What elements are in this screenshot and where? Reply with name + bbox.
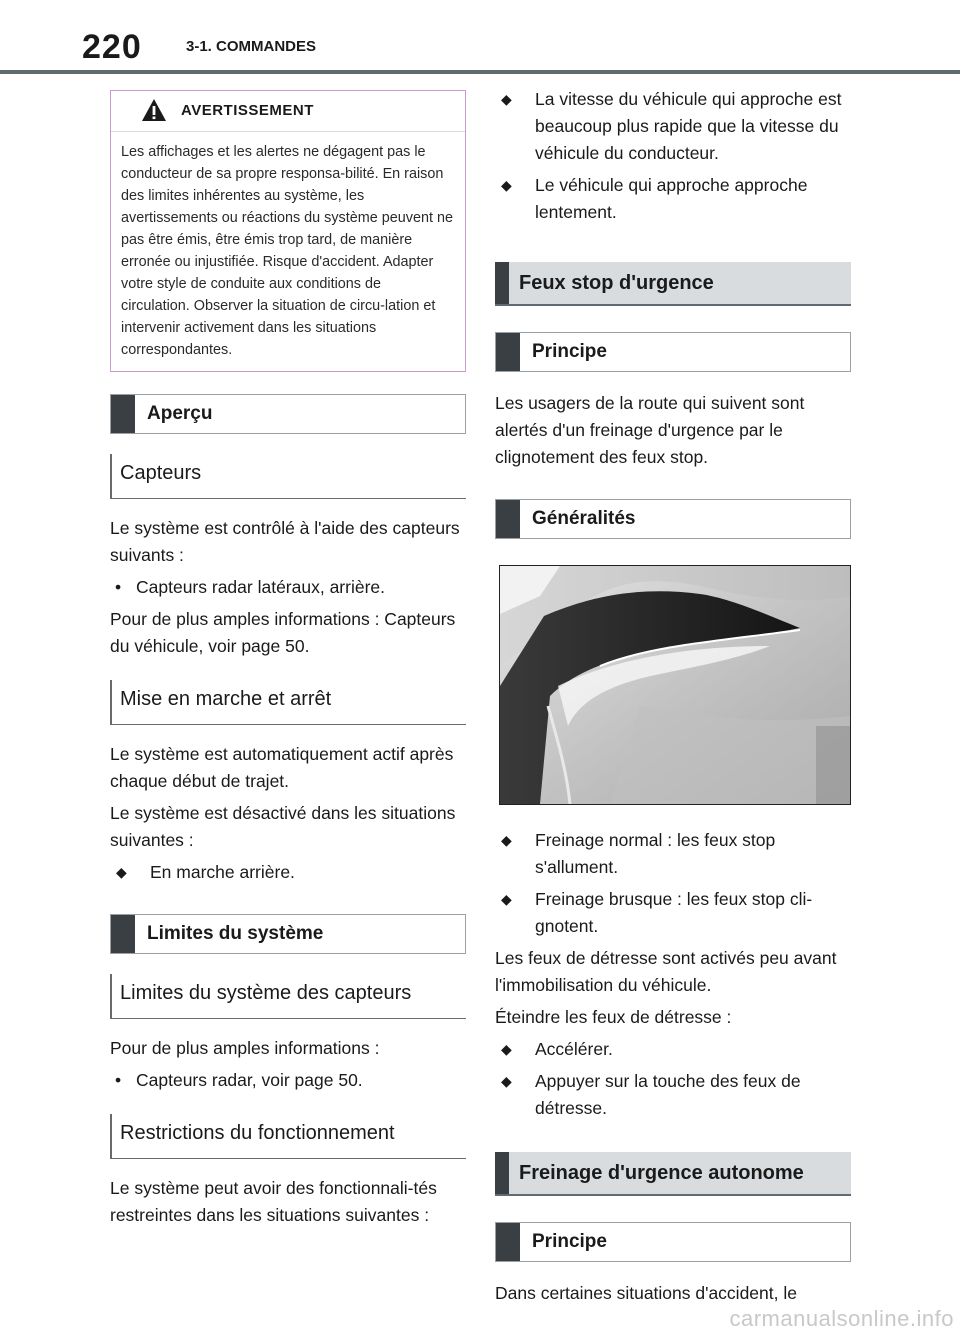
diamond-list-item	[110, 859, 466, 886]
warning-title: AVERTISSEMENT	[181, 102, 314, 119]
diamond-mark: ◆	[501, 891, 512, 907]
right-column	[495, 86, 851, 1312]
warning-header	[111, 91, 465, 132]
paragraph: Pour de plus amples informations : Capteurs du véhicule, voir page 50.	[110, 609, 456, 656]
warning-text: Les affichages et les alertes ne dégagent pas le conducteur de sa propre responsa-bilité. En raison des limites inhérentes au système, les avertissements ou réactions du système peuvent ne pas être émis, être émis trop tard, de manière erronée ou injustifiée. Risque d'accident. Adapter votre style de conduite aux conditions de circulation. Observer la situation de circu-lation et intervenir activement dans les situations correspondantes.	[121, 144, 453, 358]
spacer	[495, 805, 851, 827]
list-text: La vitesse du véhicule qui approche est beaucoup plus rapide que la vitesse du véhicule du conducteur.	[535, 89, 842, 163]
heading-bar	[111, 395, 135, 433]
heading-feux-stop	[495, 262, 851, 306]
heading-apercu	[110, 394, 466, 434]
heading-bar	[496, 1223, 520, 1261]
section-title: 3-1. COMMANDES	[186, 38, 317, 55]
diamond-list-item	[495, 1068, 851, 1122]
subheading-capteurs	[110, 454, 466, 499]
diamond-mark: ◆	[501, 832, 512, 848]
paragraph: Le système est désactivé dans les situations suivantes :	[110, 803, 456, 850]
watermark: carmanualsonline.info	[729, 1306, 954, 1331]
subheading-bar	[110, 680, 112, 724]
diamond-mark: ◆	[501, 91, 512, 107]
paragraph: Les feux de détresse sont activés peu avant l'immobilisation du véhicule.	[495, 948, 837, 995]
heading-bar	[496, 500, 520, 538]
subheading-bar	[110, 974, 112, 1018]
paragraph: Les usagers de la route qui suivent sont alertés d'un freinage d'urgence par le clignotement des feux stop.	[495, 393, 805, 467]
heading-limites	[110, 914, 466, 954]
brake-light-photo	[499, 565, 851, 805]
diamond-mark: ◆	[501, 177, 512, 193]
heading-text: Limites du système	[147, 923, 324, 944]
heading-bar	[495, 262, 509, 304]
diamond-mark: ◆	[501, 1073, 512, 1089]
dash-list-item	[110, 574, 466, 601]
diamond-list-item	[495, 1036, 851, 1063]
diamond-list-item	[495, 172, 851, 226]
list-text: Le véhicule qui approche approche lentement.	[535, 175, 808, 222]
dash-list-item	[110, 1067, 466, 1094]
bullet-mark: •	[115, 1070, 122, 1090]
heading-text: Principe	[532, 1231, 607, 1252]
heading-freinage-autonome	[495, 1152, 851, 1196]
heading-text: Généralités	[532, 508, 636, 529]
heading-bar	[111, 915, 135, 953]
list-text: Accélérer.	[535, 1039, 613, 1059]
list-text: Appuyer sur la touche des feux de détresse.	[535, 1071, 801, 1118]
paragraph: Le système peut avoir des fonctionnali-tés restreintes dans les situations suivantes :	[110, 1178, 437, 1225]
subheading-bar	[110, 1114, 112, 1158]
diamond-list-item	[495, 86, 851, 167]
heading-text: Freinage d'urgence autonome	[519, 1161, 804, 1184]
paragraph: Pour de plus amples informations :	[110, 1038, 380, 1058]
header-rule	[0, 70, 960, 74]
subheading-text: Limites du système des capteurs	[120, 982, 412, 1004]
paragraph: Le système est automatiquement actif après chaque début de trajet.	[110, 744, 454, 791]
paragraph: Dans certaines situations d'accident, le	[495, 1283, 797, 1303]
subheading-restrictions	[110, 1114, 466, 1159]
list-text: Freinage normal : les feux stop s'allument.	[535, 830, 776, 877]
subheading-text: Mise en marche et arrêt	[120, 688, 332, 710]
list-text: Capteurs radar, voir page 50.	[136, 1070, 363, 1090]
subheading-limites-capteurs	[110, 974, 466, 1019]
list-text: Freinage brusque : les feux stop cli-gnotent.	[535, 889, 813, 936]
heading-text: Principe	[532, 341, 607, 362]
list-text: Capteurs radar latéraux, arrière.	[136, 577, 385, 597]
heading-principe	[495, 1222, 851, 1262]
subheading-bar	[110, 454, 112, 498]
left-column	[110, 90, 466, 1234]
heading-generalites	[495, 499, 851, 539]
diamond-list-item	[495, 827, 851, 881]
bullet-mark: •	[115, 577, 122, 597]
page-number: 220	[82, 28, 142, 66]
heading-bar	[496, 333, 520, 371]
heading-bar	[495, 1152, 509, 1194]
car-rear-illustration	[500, 566, 850, 804]
subheading-text: Restrictions du fonctionnement	[120, 1122, 395, 1144]
paragraph: Éteindre les feux de détresse :	[495, 1007, 732, 1027]
warning-box	[110, 90, 466, 372]
diamond-mark: ◆	[116, 864, 127, 880]
page-header	[0, 0, 960, 74]
heading-text: Aperçu	[147, 403, 213, 424]
subheading-text: Capteurs	[120, 462, 202, 484]
heading-principe	[495, 332, 851, 372]
heading-text: Feux stop d'urgence	[519, 271, 714, 294]
list-text: En marche arrière.	[150, 862, 295, 882]
subheading-mise-en-marche	[110, 680, 466, 725]
diamond-mark: ◆	[501, 1041, 512, 1057]
diamond-list-item	[495, 886, 851, 940]
paragraph: Le système est contrôlé à l'aide des capteurs suivants :	[110, 518, 460, 565]
warning-icon	[141, 98, 167, 122]
